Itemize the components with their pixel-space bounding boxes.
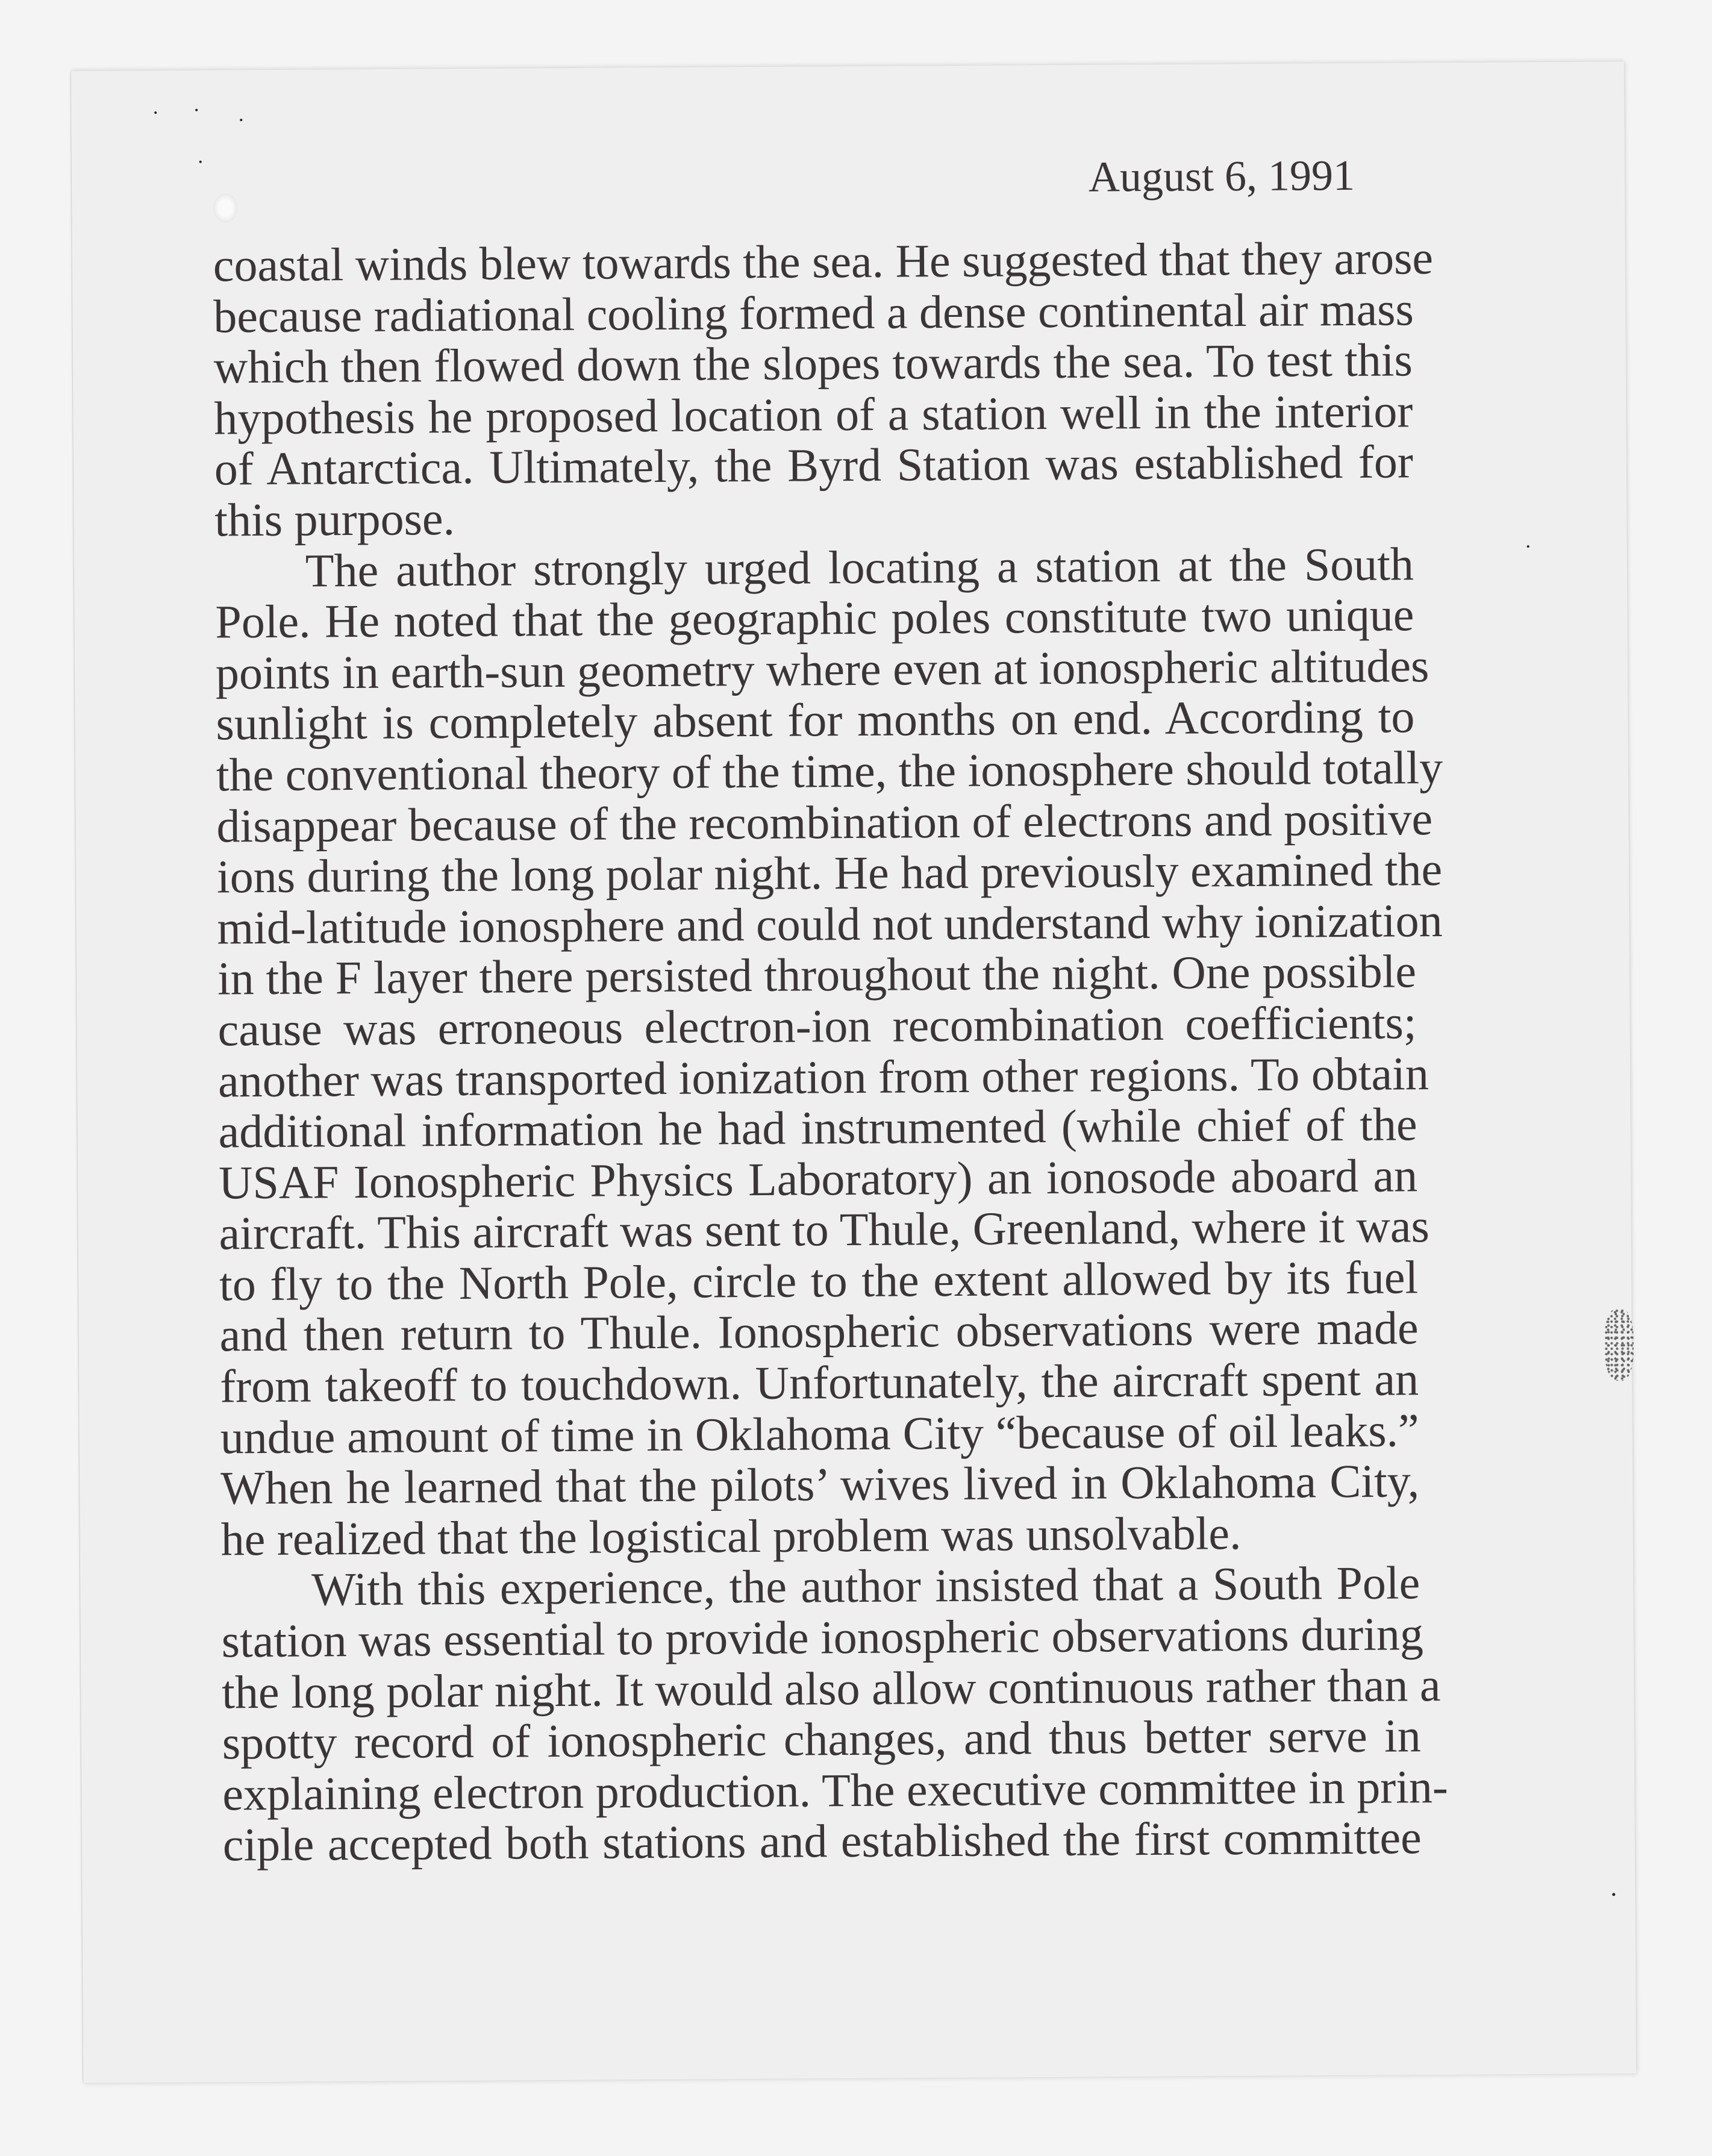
text-line: When he learned that the pilots’ wives lived in Oklahoma City, (220, 1454, 1420, 1514)
text-line: station was essential to provide ionospheric observations during (221, 1607, 1424, 1667)
paragraph-2 (215, 537, 1443, 1566)
text-line: disappear because of the recombination of electrons and positive (216, 792, 1433, 852)
text-line: sunlight is completely absent for months on end. According to (216, 690, 1415, 750)
text-line: points in earth-sun geometry where even at ionospheric altitudes (215, 639, 1429, 699)
text-line: of Antarctica. Ultimately, the Byrd Station was established for (214, 435, 1414, 495)
text-line: the conventional theory of the time, the ionosphere should totally (216, 740, 1443, 801)
dust-speck (154, 111, 157, 114)
text-line: the long polar night. It would also allow continuous rather than a (221, 1658, 1441, 1719)
document-page (71, 61, 1636, 2083)
text-line: in the F layer there persisted throughout the night. One possible (217, 945, 1417, 1005)
dust-speck (195, 109, 198, 111)
dust-speck (1527, 545, 1529, 548)
text-line: to fly to the North Pole, circle to the extent allowed by its fuel (219, 1251, 1419, 1311)
text-line: additional information he had instrumented (while chief of the (218, 1098, 1417, 1158)
text-line: With this experience, the author insisted that a South Pole (311, 1556, 1420, 1616)
text-line: aircraft. This aircraft was sent to Thule, Greenland, where it was (219, 1199, 1430, 1260)
text-line: USAF Ionospheric Physics Laboratory) an ionosode aboard an (218, 1148, 1418, 1209)
staple-hole-mark (213, 193, 237, 222)
text-line: explaining electron production. The executive committee in prin- (222, 1760, 1449, 1820)
text-line: undue amount of time in Oklahoma City “because of oil leaks.” (220, 1403, 1419, 1464)
text-line: from takeoff to touchdown. Unfortunately, the aircraft spent an (219, 1352, 1419, 1413)
text-line: he realized that the logistical problem was unsolvable. (220, 1506, 1242, 1566)
text-line: cause was erroneous electron-ion recombination coefficients; (217, 996, 1417, 1056)
text-line: hypothesis he proposed location of a station well in the interior (214, 384, 1413, 445)
text-line: coastal winds blew towards the sea. He suggested that they arose (213, 231, 1434, 292)
text-line: ciple accepted both stations and established the first committee (222, 1811, 1422, 1871)
paragraph-3 (221, 1556, 1449, 1871)
text-line: this purpose. (214, 492, 455, 546)
text-line: Pole. He noted that the geographic poles constitute two unique (215, 588, 1414, 648)
text-line: The author strongly urged locating a station at the South (305, 537, 1414, 597)
text-line: mid-latitude ionosphere and could not understand why ionization (217, 893, 1443, 954)
toner-smudge (1604, 1308, 1634, 1381)
document-date: August 6, 1991 (1088, 151, 1355, 201)
body-text (213, 231, 1449, 1871)
text-line: ions during the long polar night. He had previously examined the (216, 843, 1443, 903)
text-line: spotty record of ionospheric changes, and thus better serve in (222, 1709, 1422, 1769)
dust-speck (240, 119, 242, 121)
text-line: and then return to Thule. Ionospheric observations were made (219, 1301, 1419, 1361)
dust-speck (199, 161, 202, 163)
paragraph-1 (213, 231, 1434, 546)
text-line: because radiational cooling formed a dense continental air mass (213, 282, 1414, 343)
text-line: another was transported ionization from other regions. To obtain (217, 1046, 1429, 1107)
dust-speck (1612, 1893, 1615, 1896)
text-line: which then flowed down the slopes towards the sea. To test this (213, 333, 1413, 393)
